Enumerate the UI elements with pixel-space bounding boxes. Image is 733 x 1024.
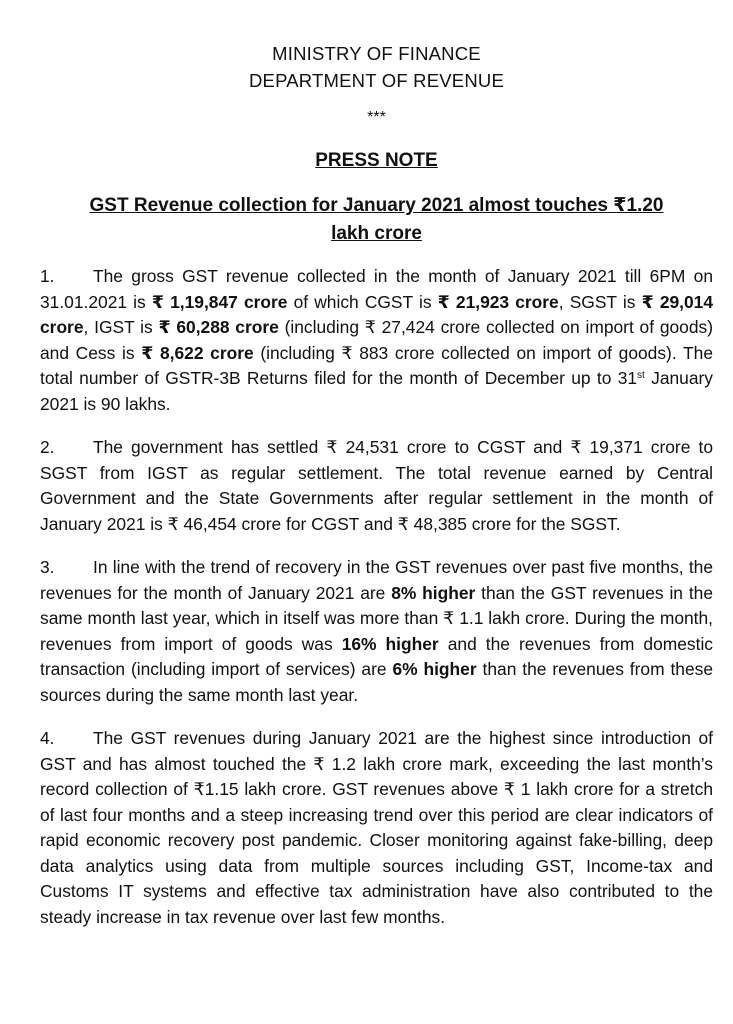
paragraph-4 [40, 726, 713, 930]
title-line-1: GST Revenue collection for January 2021 almost touches ₹1.20 [89, 195, 664, 216]
document-title [40, 192, 713, 248]
department-heading: DEPARTMENT OF REVENUE [248, 70, 505, 91]
paragraph-2 [40, 435, 713, 537]
bold-percentage: 16% higher [341, 633, 439, 654]
bold-amount: ₹ 8,622 crore [141, 342, 254, 363]
paragraph-text: than the GST revenues in the same month last year, which in itself was more than ₹ 1.1 lakh crore. During the month, revenues from import of goods was [40, 582, 713, 654]
bold-percentage: 6% higher [392, 659, 477, 679]
bold-amount: ₹ 1,19,847 crore [151, 291, 288, 312]
paragraph-text: than the revenues from these sources during the same month last year. [40, 659, 714, 705]
paragraph-number: 2. [40, 437, 55, 457]
paragraph-text: The GST revenues during January 2021 are the highest since introduction of GST and has almost touched the ₹ 1.2 lakh crore mark, exceeding the last month’s record collection of ₹1.15 lakh crore. GST revenues above ₹ 1 lakh crore for a stretch of last four months and a steep increasing trend over this period are clear indicators of rapid economic recovery post pandemic. Closer monitoring against fake-billing, deep data analytics using data from multiple sources including GST, Income-tax and Customs IT systems and effective tax administration have also contributed to the steady increase in tax revenue over last few months. [40, 728, 713, 927]
paragraph-text: In line with the trend of recovery in the GST revenues over past five months, the revenues for the month of January 2021 are [40, 557, 713, 603]
paragraph-text: January 2021 is 90 lakhs. [40, 368, 713, 414]
ordinal-suffix: st [637, 370, 645, 381]
paragraph-text: and the revenues from domestic transaction (including import of services) are [40, 633, 714, 679]
paragraph-text: The government has settled ₹ 24,531 crore to CGST and ₹ 19,371 crore to SGST from IGST as regular settlement. The total revenue earned by Central Government and the State Governments after regular settlement in the month of January 2021 is ₹ 46,454 crore for CGST and ₹ 48,385 crore for the SGST. [40, 437, 713, 534]
separator: *** [367, 109, 386, 126]
bold-amount: ₹ 29,014 crore [40, 291, 714, 337]
bold-amount: ₹ 21,923 crore [437, 291, 559, 312]
paragraph-text: (including ₹ 27,424 crore collected on import of goods) and Cess is [40, 317, 713, 363]
paragraph-text: , SGST is [558, 291, 642, 312]
paragraph-number: 1. [40, 266, 55, 286]
paragraph-text: , IGST is [83, 317, 159, 337]
bold-amount: ₹ 60,288 crore [158, 317, 279, 337]
paragraph-number: 4. [40, 728, 55, 748]
paragraph-text: (including ₹ 883 crore collected on import of goods). The total number of GSTR-3B Returns filed for the month of December up to 31 [40, 342, 713, 388]
paragraph-1 [40, 264, 713, 417]
paragraph-text: The gross GST revenue collected in the month of January 2021 till 6PM on 31.01.2021 is [40, 266, 713, 312]
paragraph-3 [40, 555, 713, 708]
paragraph-number: 3. [40, 557, 55, 577]
ministry-heading: MINISTRY OF FINANCE [272, 43, 481, 64]
paragraph-text: of which CGST is [287, 291, 438, 312]
press-note-heading: PRESS NOTE [315, 150, 438, 171]
title-line-2: lakh crore [331, 223, 422, 244]
bold-percentage: 8% higher [391, 582, 476, 603]
